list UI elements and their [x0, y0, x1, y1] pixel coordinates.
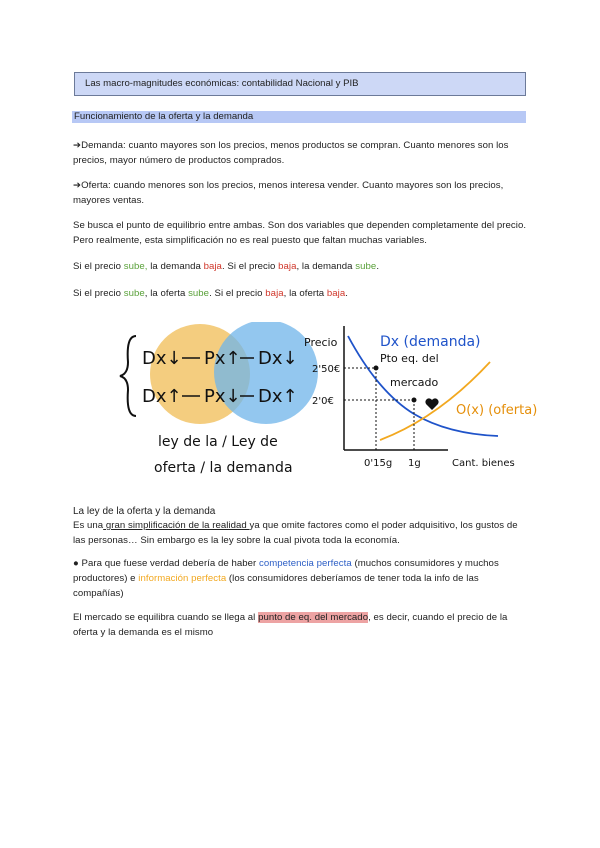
oferta-paragraph	[73, 178, 528, 208]
oferta-text: Oferta: cuando menores son los precios, menos interesa vender. Cuanto mayores son los precios, mayores ventas.	[73, 180, 504, 206]
graph-x2: 1g	[408, 458, 421, 469]
graph-x1: 0'15g	[364, 458, 393, 469]
ley-heading: La ley de la oferta y la demanda	[73, 506, 216, 517]
demanda-text: Demanda: cuanto mayores son los precios, menos productos se compran. Cuanto menores son los precios, mayor número de productos comprados.	[73, 140, 509, 166]
row1-precio: Px↑	[204, 348, 241, 369]
graph-eq-label-2: mercado	[390, 376, 439, 389]
equilibrio-paragraph: Se busca el punto de equilibrio entre ambas. Son dos variables que dependen completamente del precio. Pero realmente, esta simplificación no es real puesto que faltan muchas variables.	[73, 220, 527, 246]
row2-oferta: Dx↑	[142, 386, 182, 407]
ley-paragraph: Es una gran simplificación de la realidad ya que omite factores como el poder adquisitivo, los gustos de las personas… Sin embargo es la ley sobre la cual pivota toda la economía.	[73, 520, 518, 546]
supply-demand-diagram	[118, 322, 538, 482]
arrow-icon: ➔	[73, 140, 82, 151]
demanda-rule-line: Si el precio sube, la demanda baja. Si el precio baja, la demanda sube.	[73, 261, 380, 272]
row2-demanda: Dx↑	[258, 386, 298, 407]
oferta-rule-line: Si el precio sube, la oferta sube. Si el precio baja, la oferta baja.	[73, 288, 348, 299]
competencia-paragraph: ● Para que fuese verdad debería de haber competencia perfecta (muchos consumidores y muchos productores) e información perfecta (los consumidores deberíamos de tener toda la info de las compañías)	[73, 558, 499, 599]
section-heading: Funcionamiento de la oferta y la demanda	[72, 111, 526, 123]
brace-icon	[120, 336, 136, 416]
diagram-caption-2: oferta / la demanda	[154, 460, 293, 476]
row1-oferta: Dx↓	[142, 348, 182, 369]
document-title: Las macro-magnitudes económicas: contabilidad Nacional y PIB	[74, 72, 526, 96]
row2-precio: Px↓	[204, 386, 241, 407]
graph-y2: 2'0€	[312, 396, 334, 407]
demanda-paragraph	[73, 138, 528, 168]
diagram-caption-1: ley de la / Ley de	[158, 434, 278, 450]
demand-label: Dx (demanda)	[380, 334, 481, 350]
arrow-icon: ➔	[73, 180, 82, 191]
graph-eq-label-1: Pto eq. del	[380, 352, 439, 365]
supply-label: O(x) (oferta)	[456, 403, 538, 418]
graph-xlabel: Cant. bienes	[452, 458, 515, 469]
venn-circle-demanda	[214, 322, 318, 424]
row1-demanda: Dx↓	[258, 348, 298, 369]
graph-y1: 2'50€	[312, 364, 341, 375]
equilibrium-heart-icon	[425, 398, 438, 410]
equilibrio-mercado-paragraph: El mercado se equilibra cuando se llega al punto de eq. del mercado, es decir, cuando el precio de la oferta y la demanda es el mismo	[73, 612, 508, 638]
graph-ylabel: Precio	[304, 336, 338, 349]
